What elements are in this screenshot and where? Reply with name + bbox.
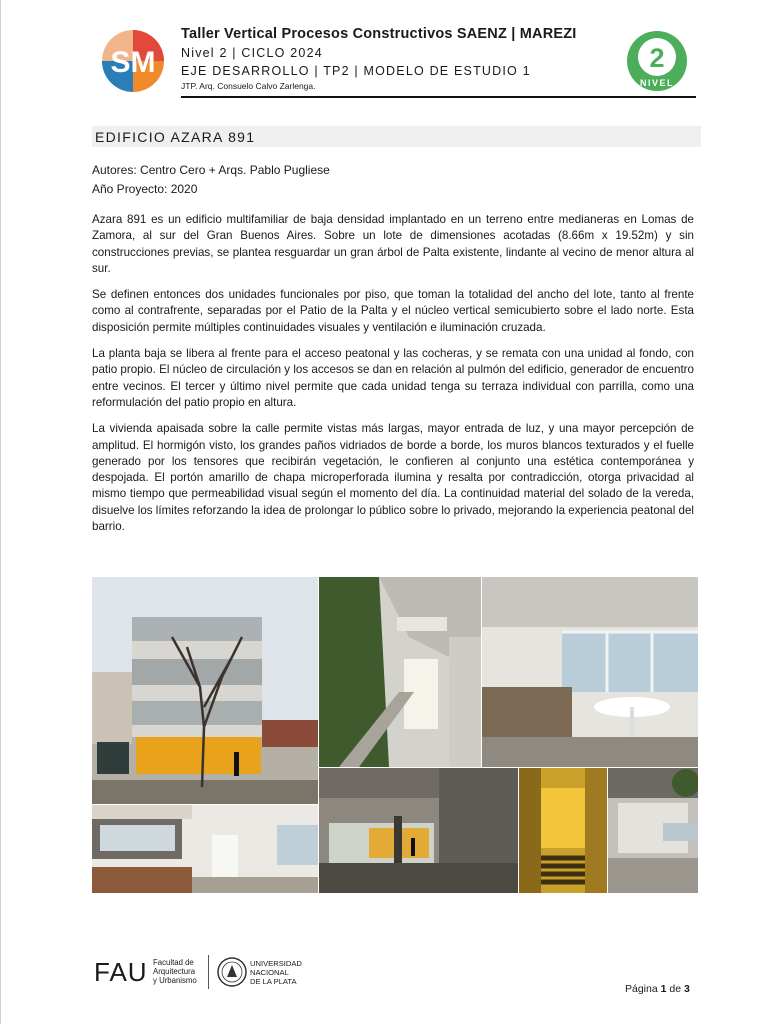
footer-divider (208, 955, 209, 989)
sm-logo (98, 28, 168, 94)
body-text (92, 212, 694, 545)
svg-text:SM: SM (110, 46, 156, 79)
unlp-seal-icon (217, 955, 247, 989)
fau-name: Facultad de Arquitectura y Urbanismo (153, 958, 197, 985)
photo-stair (519, 768, 607, 893)
paragraph: Se definen entonces dos unidades funcionales por piso, que toman la totalidad del ancho del lote, tanto al frente como al contrafrente, separadas por el Patio de la Palta y el núcleo vertical semicubierto sobre el lado norte. Esta disposición permite múltiples continuidades visuales y ventilación e iluminación cruzada. (92, 288, 694, 334)
fau-logo: FAU (94, 957, 148, 987)
photo-patio (319, 768, 518, 893)
header-text (181, 25, 611, 92)
photo-terrace (608, 768, 698, 893)
paragraph: La vivienda apaisada sobre la calle permite vistas más largas, mayor entrada de luz, y una mayor percepción de amplitud. El hormigón visto, los grandes paños vidriados de borde a borde, los muros blancos texturados y el fuelle generado por los tensores que recibirán vegetación, le confieren al conjunto una estética contemporánea y despojada. El portón amarillo de chapa microperforada ilumina y resalta por contradicción, otorga privacidad al mismo tiempo que permeabilidad visual según el momento del día. La continuidad material del solado de la vereda, disuelve los límites reforzando la idea de prolongar lo público sobre lo privado, mejorando la experiencia peatonal del barrio. (92, 422, 694, 534)
page-number: Página 1 de 3 (625, 983, 690, 995)
photo-facade (92, 577, 318, 804)
section-title: EDIFICIO AZARA 891 (95, 129, 256, 145)
badge-word: NIVEL (639, 78, 675, 88)
photo-living-room (482, 577, 698, 767)
jtp-name: JTP. Arq. Consuelo Calvo Zarlenga. (181, 81, 316, 91)
photo-kitchen (92, 805, 318, 893)
course-title: Taller Vertical Procesos Constructivos SAENZ | MAREZI (181, 26, 577, 42)
nivel-badge (624, 30, 690, 92)
level-cycle: Nivel 2 | CICLO 2024 (181, 46, 323, 60)
authors: Autores: Centro Cero + Arqs. Pablo Pugliese (92, 163, 330, 177)
axis-tp: EJE DESARROLLO | TP2 | MODELO DE ESTUDIO 1 (181, 64, 531, 78)
header-rule (181, 96, 696, 98)
page-edge (0, 0, 1, 1024)
paragraph: Azara 891 es un edificio multifamiliar de baja densidad implantado en un terreno entre medianeras en Lomas de Zamora, al sur del Gran Buenos Aires. Sobre un lote de dimensiones acotadas (8.66m x 19.52m) y sin construcciones previas, se plantea resguardar un gran árbol de Palta existente, lindante al vecino de menor altura al sur. (92, 213, 694, 275)
paragraph: La planta baja se libera al frente para el acceso peatonal y las cocheras, y se remata con una unidad al fondo, con patio propio. El núcleo de circulación y los accesos se dan en relación al pulmón del edificio, generador de encuentro entre vecinos. El tercer y último nivel permite que cada unidad tenga su terraza individual con parrilla, como una reformulación del patio propio en altura. (92, 347, 694, 409)
badge-number: 2 (649, 43, 665, 73)
unlp-name: UNIVERSIDAD NACIONAL DE LA PLATA (250, 959, 302, 986)
project-year: Año Proyecto: 2020 (92, 182, 198, 196)
photo-balcony (319, 577, 481, 767)
